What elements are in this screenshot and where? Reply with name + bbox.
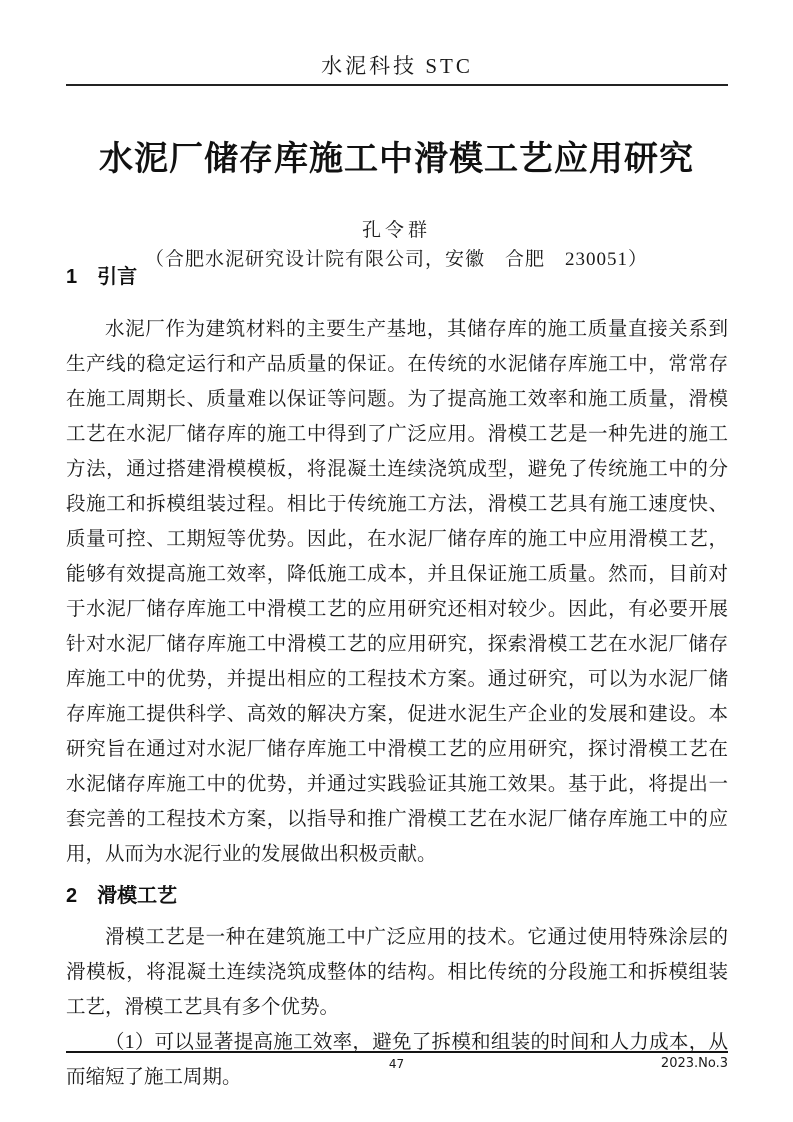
article-affiliation: （合肥水泥研究设计院有限公司，安徽 合肥 230051） [144, 249, 648, 270]
article-title: 水泥厂储存库施工中滑模工艺应用研究 [99, 140, 694, 178]
journal-header [66, 50, 728, 80]
section-2-paragraph: 滑模工艺是一种在建筑施工中广泛应用的技术。它通过使用特殊涂层的滑模板，将混凝土连续浇筑成整体的结构。相比传统的分段施工和拆模组装工艺，滑模工艺具有多个优势。 [66, 927, 728, 1018]
issue-label: 2023.No.3 [660, 1056, 728, 1071]
article-body [66, 263, 728, 1095]
section-2-heading: 2 滑模工艺 [66, 885, 178, 907]
page-number: 47 [388, 1057, 405, 1071]
footer-divider [66, 1051, 728, 1053]
section-2-list-item-1: （1）可以显著提高施工效率，避免了拆模和组装的时间和人力成本，从而缩短了施工周期。 [66, 1032, 728, 1088]
journal-title: 水泥科技 STC [321, 54, 473, 78]
section-1-paragraph: 水泥厂作为建筑材料的主要生产基地，其储存库的施工质量直接关系到生产线的稳定运行和产品质量的保证。在传统的水泥储存库施工中，常常存在施工周期长、质量难以保证等问题。为了提高施工效率和施工质量，滑模工艺在水泥厂储存库的施工中得到了广泛应用。滑模工艺是一种先进的施工方法，通过搭建滑模模板，将混凝土连续浇筑成型，避免了传统施工中的分段施工和拆模组装过程。相比于传统施工方法，滑模工艺具有施工速度快、质量可控、工期短等优势。因此，在水泥厂储存库的施工中应用滑模工艺，能够有效提高施工效率，降低施工成本，并且保证施工质量。然而，目前对于水泥厂储存库施工中滑模工艺的应用研究还相对较少。因此，有必要开展针对水泥厂储存库施工中滑模工艺的应用研究，探索滑模工艺在水泥厂储存库施工中的优势，并提出相应的工程技术方案。通过研究，可以为水泥厂储存库施工提供科学、高效的解决方案，促进水泥生产企业的发展和建设。本研究旨在通过对水泥厂储存库施工中滑模工艺的应用研究，探讨滑模工艺在水泥储存库施工中的优势，并通过实践验证其施工效果。基于此，将提出一套完善的工程技术方案，以指导和推广滑模工艺在水泥厂储存库施工中的应用，从而为水泥行业的发展做出积极贡献。 [66, 319, 728, 865]
section-1-heading: 1 引言 [66, 266, 138, 288]
header-divider [66, 84, 728, 86]
article-author: 孔令群 [361, 220, 431, 241]
